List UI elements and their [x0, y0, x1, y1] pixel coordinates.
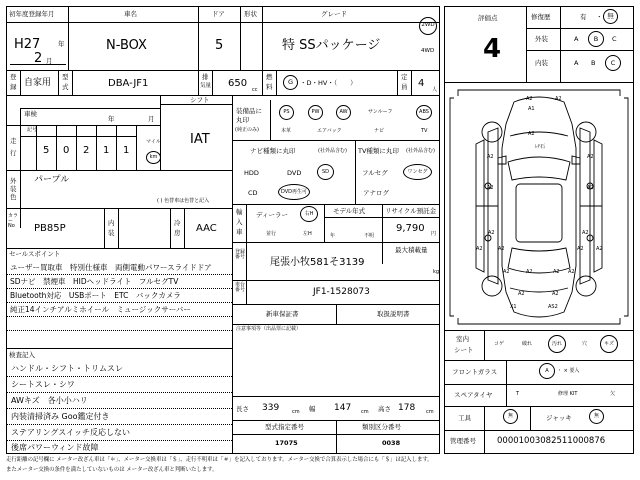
damage-mark: A2	[526, 269, 533, 275]
height-label: 高さ	[378, 405, 391, 413]
doors-label: ドア	[212, 10, 225, 18]
model-year-unit: 年	[330, 233, 336, 239]
exterior-color-label-1: 外	[10, 177, 17, 185]
mileage-digit: 5	[43, 145, 50, 156]
tv-analog: アナログ	[363, 189, 389, 197]
drive-2wd: 2WD	[419, 17, 437, 35]
reg-type-label-2: 録	[10, 83, 17, 91]
fuel-options: ・D・HV・（ ）	[300, 79, 357, 87]
damage-mark: AS2	[548, 304, 558, 310]
spare-none: 欠	[610, 391, 616, 397]
doors: 5	[215, 38, 224, 53]
damage-mark: A2	[488, 230, 495, 236]
repair-yes: 有	[580, 13, 587, 21]
color-no-label: カラー No	[8, 213, 19, 229]
reg-type-label-1: 登	[10, 73, 17, 81]
inspector-line: 内装清掃済み Goo鑑定付き	[11, 412, 110, 421]
footer-line-2: またメーター交換の条件を満たしていないものは メーター改ざん車と判断いたします。	[6, 467, 218, 473]
tv-type-title: TV種類に丸印	[358, 147, 399, 155]
equipment-aw: AW	[336, 105, 351, 120]
glass-a: A	[539, 363, 555, 379]
navi-hdd: HDD	[244, 169, 259, 177]
capacity-unit: 人	[432, 87, 438, 93]
displacement-label-2: 気量	[200, 83, 212, 89]
tools-none: 無	[503, 409, 518, 424]
length-unit: cm	[292, 409, 300, 415]
height: 178	[398, 403, 416, 413]
notes-title: 注意事項等（出品票に記載）	[236, 326, 302, 332]
mileage-label-1: 走	[10, 137, 17, 145]
history-year-label: 年	[108, 115, 115, 123]
damage-mark: A2	[487, 185, 494, 191]
max-load-label: 最大積載量	[395, 246, 428, 254]
navi-type-note: (社外品含む)	[318, 148, 347, 154]
navi-type-title: ナビ種類に丸印	[250, 147, 296, 155]
drive-4wd: 4WD	[421, 48, 435, 54]
damage-mark: A2	[582, 230, 589, 236]
damage-mark: A2	[518, 291, 525, 297]
mgmt-no: 00001003082511000876	[497, 436, 606, 446]
exterior-color-label-3: 色	[10, 193, 17, 201]
tv-fullseg: フルセグ	[362, 169, 388, 177]
fuel-label-2: 料	[266, 83, 273, 91]
sales-points-list	[6, 259, 232, 341]
mileage-digit: 2	[83, 145, 90, 156]
displacement-unit: cc	[252, 87, 258, 93]
damage-mark: A2	[587, 185, 594, 191]
type-no: 17075	[275, 439, 298, 447]
history-label: 車検	[24, 110, 37, 118]
inspector-title: 検査記入	[9, 351, 35, 359]
width-label: 幅	[309, 405, 316, 413]
navi-sd: SD	[317, 164, 334, 180]
interior-color-label-1: 内	[108, 219, 115, 227]
capacity-label-2: 員	[401, 83, 408, 91]
glass-label: フロントガラス	[452, 368, 498, 376]
recycle-unit: 円	[431, 231, 437, 237]
damage-mark: A2	[528, 131, 535, 137]
damage-mark: A2	[587, 154, 594, 160]
damage-mark: A2	[526, 96, 533, 102]
damage-mark: A2	[552, 291, 559, 297]
damage-mark: A2	[568, 269, 575, 275]
repair-dot: ・	[596, 13, 603, 21]
max-load-unit: kg	[433, 269, 440, 275]
ac-label-2: 房	[174, 229, 181, 237]
interior-a: A	[574, 59, 579, 67]
equipment-abs: ABS	[416, 105, 432, 120]
grade-label: グレード	[321, 10, 347, 18]
model-label-1: 型	[62, 73, 69, 81]
exterior-color-label-2: 装	[10, 185, 17, 193]
equipment-title-2: 丸印	[236, 116, 249, 124]
car-diagram	[448, 88, 630, 326]
tools-label: 工具	[458, 414, 471, 422]
repair-label: 修復歴	[531, 13, 551, 21]
first-reg-era: H27	[14, 37, 41, 52]
damage-mark: A2	[577, 246, 584, 252]
import-dealer: ディーラー	[256, 211, 288, 219]
tv-oneseg: ワンセグ	[403, 164, 432, 180]
first-reg-month-unit: 月	[46, 57, 53, 65]
score-label: 評価点	[478, 14, 498, 22]
seat-dirt: 汚れ	[548, 335, 566, 353]
repair-no: 無	[603, 9, 618, 24]
sales-point-line: 純正14インチアルミホイール ミュージックサーバー	[10, 305, 191, 314]
model-year-label: モデル年式	[333, 207, 366, 215]
height-unit: cm	[426, 409, 434, 415]
type-no-label: 型式指定番号	[265, 423, 304, 431]
inspector-line: ステアリングスイッチ反応しない	[11, 428, 130, 437]
model-year-unknown: 不明	[364, 233, 375, 239]
spare-kit: 修理 KIT	[558, 391, 578, 397]
navi-dvd-play: DVD再生可	[278, 184, 310, 200]
capacity-label-1: 定	[401, 73, 408, 81]
equipment-airbag: エアバック	[317, 128, 342, 134]
inspector-line: AWキズ 各小小ハリ	[11, 396, 88, 405]
recycle-label: リサイクル預託金	[385, 207, 437, 215]
recycle-amount: 9,790	[396, 223, 425, 234]
seat-label-1: 室内	[456, 335, 469, 343]
damage-mark: A2	[555, 96, 562, 102]
exterior-b: B	[588, 31, 604, 47]
sales-point-line: ユーザー買取車 特別仕様車 両側電動パワースライドドア	[10, 263, 212, 272]
import-right-hand: 右H	[300, 206, 318, 222]
navi-cd: CD	[248, 189, 258, 197]
damage-mark: A1	[528, 106, 535, 112]
mileage-digit: 1	[103, 145, 110, 156]
equipment-title-3: (純正のみ)	[235, 127, 259, 133]
model: DBA-JF1	[108, 78, 149, 89]
mileage-label-2: 行	[10, 149, 17, 157]
shift-label: シフト	[190, 96, 210, 104]
sales-point-line: Bluetooth対応 USBポート ETC バックカメラ	[10, 291, 181, 300]
shift: IAT	[190, 132, 210, 147]
color-note: ( ) 色替車は色替と記入	[157, 198, 210, 204]
plate-label: 登録番号	[235, 249, 246, 261]
score: 4	[483, 34, 502, 64]
history-month-label: 月	[148, 115, 155, 123]
ac: AAC	[196, 223, 217, 234]
inspector-list	[6, 360, 232, 454]
damage-mark: X1	[510, 304, 517, 310]
width: 147	[334, 403, 352, 413]
car-name-label: 車名	[124, 10, 137, 18]
first-reg-year-unit: 年	[58, 40, 65, 48]
navi-dvd: DVD	[287, 169, 302, 177]
inspector-line: 後席パワーウィンド故障	[11, 443, 99, 452]
interior-c: C	[605, 55, 621, 71]
tv-type-note: (社外品含む)	[406, 148, 435, 154]
interior-label: 内装	[535, 59, 548, 67]
interior-b: B	[591, 59, 596, 67]
exterior-label: 外装	[535, 35, 548, 43]
equipment-pw: PW	[308, 105, 323, 120]
import-label-1: 輸	[236, 208, 243, 216]
manual: 取扱説明書	[377, 310, 410, 318]
seat-label-2: シート	[454, 346, 474, 354]
equipment-title-1: 装備品に	[236, 107, 262, 115]
displacement-label-1: 排	[202, 73, 209, 81]
footer-line-1: 走行距離の記号欄に メーター改ざん車は「＊」、メーター交換車は「＄」、走行不明車は「＃」を記入しております。メーター交換で合算表示した場合にも「＄」は記入します。	[6, 457, 433, 463]
inspector-line: ハンドル・シフト・トリムスレ	[11, 364, 123, 373]
vin-label: 車台番号	[235, 282, 246, 294]
grade: 特 SSパッケージ	[282, 38, 381, 53]
sales-points-title: セールスポイント	[9, 250, 61, 258]
length-label: 長さ	[236, 405, 249, 413]
new-car-warranty: 新車保証書	[266, 310, 299, 318]
damage-mark: A2	[596, 246, 603, 252]
seat-scratch: キズ	[600, 335, 618, 353]
class-no: 0038	[382, 439, 401, 447]
capacity: 4	[418, 78, 425, 89]
model-label-2: 式	[62, 83, 69, 91]
damage-mark: A2	[498, 246, 505, 252]
reg-type: 自家用	[24, 78, 52, 88]
glass-replace: ・ × 要入	[557, 368, 580, 374]
length: 339	[262, 403, 280, 413]
equipment-tv: TV	[421, 128, 428, 134]
equipment-navi: ナビ	[374, 128, 385, 134]
sales-point-line: SDナビ 禁煙車 HIDヘッドライト フルセグTV	[10, 277, 179, 286]
fuel-label-1: 燃	[266, 73, 273, 81]
mileage-digits	[20, 126, 144, 170]
seat-tear: 破れ	[522, 341, 533, 347]
damage-mark: A2	[476, 246, 483, 252]
import-label-2: 入	[236, 218, 243, 226]
displacement: 650	[228, 78, 248, 89]
mileage-digit-label: 記号	[27, 127, 38, 133]
width-unit: cm	[361, 409, 369, 415]
inspector-line: シートスレ・シワ	[11, 380, 75, 389]
seat-koge: コゲ	[494, 341, 505, 347]
import-label-3: 車	[236, 228, 243, 236]
mileage-digit: 0	[63, 145, 70, 156]
spare-t: T	[516, 391, 520, 397]
ac-label-1: 冷	[174, 219, 181, 227]
car-name: N-BOX	[106, 38, 147, 53]
first-reg-month: 2	[34, 51, 43, 66]
mileage-unit-km: km	[146, 151, 161, 164]
damage-mark: A2	[487, 154, 494, 160]
vin: JF1-1528073	[313, 287, 370, 297]
exterior-color: パープル	[34, 175, 70, 185]
equipment-ps: PS	[279, 105, 294, 120]
jack-none: 無	[589, 409, 604, 424]
mileage-unit-mile: マイル	[146, 139, 161, 145]
color-no: PB85P	[34, 223, 66, 234]
first-reg-label: 初年度登録年月	[9, 10, 55, 18]
diagram-center-mark: ﾚﾁ石	[535, 144, 546, 150]
equipment-sunroof: サンルーフ	[368, 109, 393, 115]
exterior-a: A	[574, 35, 579, 43]
plate: 尾張小牧581そ3139	[270, 257, 365, 268]
shape-label: 形状	[244, 10, 257, 18]
equipment-leather: 本革	[281, 128, 292, 134]
mileage-digit: 1	[123, 145, 130, 156]
import-left-hand: 左H	[303, 231, 312, 237]
damage-mark: A2	[503, 269, 510, 275]
mgmt-label: 管理番号	[450, 437, 476, 445]
seat-hole: 穴	[582, 341, 588, 347]
class-no-label: 類別区分番号	[362, 423, 401, 431]
jack-label: ジャッキ	[546, 414, 572, 422]
import-parallel: 並行	[266, 231, 277, 237]
damage-mark: A2	[553, 269, 560, 275]
exterior-c: C	[612, 35, 617, 43]
interior-color-label-2: 装	[108, 229, 115, 237]
fuel-gasoline: G	[283, 75, 298, 90]
spare-label: スペアタイヤ	[454, 391, 493, 399]
